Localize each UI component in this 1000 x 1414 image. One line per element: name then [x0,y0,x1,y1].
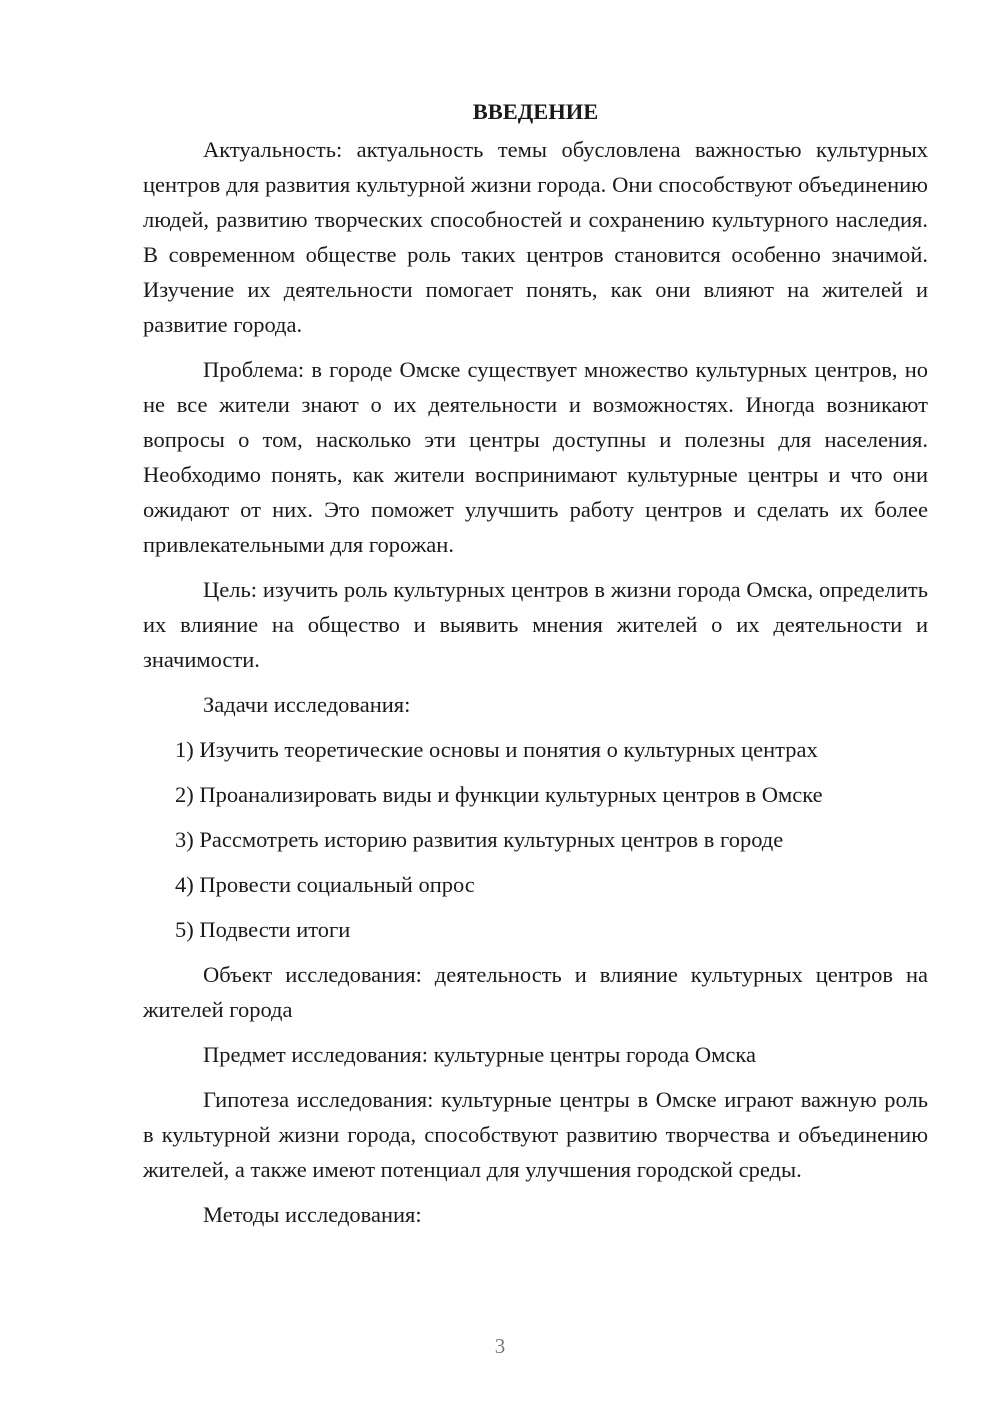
paragraph-problem: Проблема: в городе Омске существует множество культурных центров, но не все жители знают о их деятельности и возможностях. Иногда возникают вопросы о том, насколько эти центры доступны и полезны для населения. Необходимо понять, как жители воспринимают культурные центры и что они ожидают от них. Это поможет улучшить работу центров и сделать их более привлекательными для горожан. [143,357,928,557]
methods-title: Методы исследования: [203,1202,422,1227]
task-item-1: 1) Изучить теоретические основы и понятия о культурных центрах [175,737,818,762]
paragraph-hypothesis: Гипотеза исследования: культурные центры в Омске играют важную роль в культурной жизни города, способствуют развитию творчества и объединению жителей, а также имеют потенциал для улучшения городской среды. [143,1087,928,1182]
tasks-title: Задачи исследования: [203,692,411,717]
paragraph-goal: Цель: изучить роль культурных центров в жизни города Омска, определить их влияние на общество и выявить мнения жителей о их деятельности и значимости. [143,577,928,672]
paragraph-object: Объект исследования: деятельность и влияние культурных центров на жителей города [143,962,928,1022]
paragraph-relevance: Актуальность: актуальность темы обусловлена важностью культурных центров для развития культурной жизни города. Они способствуют объединению людей, развитию творческих способностей и сохранению культурного наследия. В современном обществе роль таких центров становится особенно значимой. Изучение их деятельности помогает понять, как они влияют на жителей и развитие города. [143,137,928,337]
paragraph-subject: Предмет исследования: культурные центры города Омска [203,1042,756,1067]
page-number: 3 [494,1334,506,1358]
task-item-2: 2) Проанализировать виды и функции культурных центров в Омске [175,782,823,807]
task-item-4: 4) Провести социальный опрос [175,872,475,897]
task-item-5: 5) Подвести итоги [175,917,351,942]
section-heading: ВВЕДЕНИЕ [472,99,599,124]
task-item-3: 3) Рассмотреть историю развития культурных центров в городе [175,827,784,852]
page-content [143,94,928,1242]
